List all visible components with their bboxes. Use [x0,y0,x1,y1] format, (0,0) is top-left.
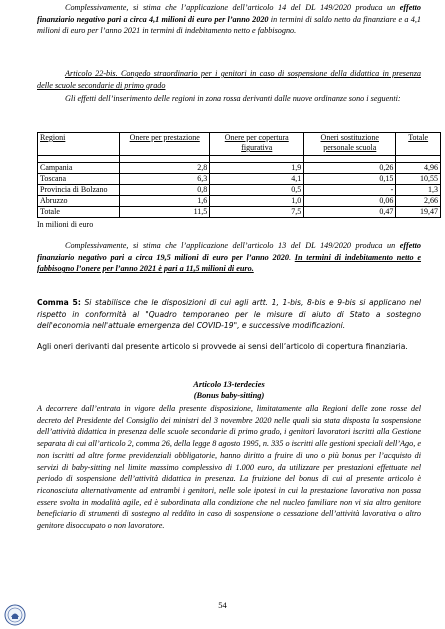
article-13-terdecies-subtitle: (Bonus baby-sitting) [193,391,265,400]
comma-label: Comma 5: [37,298,81,307]
text-span: Si stabilisce che le disposizioni di cui agli artt. 1, 1-bis, 8-bis e 9-bis si applicano nel rispetto in conformità al "Quadro temporaneo per le misure di aiuto di Stato a sostegno dell'economia nell'attuale emergenza del COVID-19", e successive modificazioni. [37,298,421,331]
underlined-title: Articolo 22-bis. Congedo straordinario per i genitori in caso di sospensione della didattica in presenza delle scuole secondarie di primo grado [37,69,421,90]
paragraph-art13-summary [37,240,421,275]
header-oneri-sostituzione: Oneri sostituzione personale scuola [304,133,396,156]
page-number: 54 [218,600,227,610]
header-onere-copertura: Onere per copertura figurativa [210,133,304,156]
paragraph-comma-5 [37,297,421,332]
table-row: Provincia di Bolzano 0,8 0,5 - 1,3 [38,185,441,196]
table-row: Abruzzo 1,6 1,0 0,06 2,66 [38,196,441,207]
table-total-row: Totale 11,5 7,5 0,47 19,47 [38,207,441,218]
paragraph-effects-intro: Gli effetti dell’inserimento delle regioni in zona rossa derivanti dalle nuove ordinanze sono i seguenti: [65,94,401,103]
paragraph-financial-coverage [37,341,421,353]
paragraph-art14-summary [37,2,421,37]
bold-span: effetto finanziario negativo pari a circa 4,1 milioni di euro per l’anno 2020 [37,3,421,24]
text-span: in termini di saldo netto da finanziare e a 4,1 milioni di euro per l’anno 2021 in termini di indebitamento netto e fabbisogno. [37,14,421,36]
table-spacer-row [38,156,441,163]
table-row: Campania 2,8 1,9 0,26 4,96 [38,163,441,174]
seal-logo-icon [4,604,26,626]
article-13-terdecies-heading: Articolo 13-terdecies [193,380,265,389]
regions-cost-table [37,132,441,218]
text-span: . [288,252,295,262]
table-row: Toscana 6,3 4,1 0,15 10,55 [38,174,441,185]
bold-underlined-span: In termini di indebitamento netto e fabbisogno l’onere per l’anno 2021 è pari a 11,5 milioni di euro. [37,252,422,274]
text-span: Complessivamente, si stima che l’applicazione dell’articolo 13 del DL 149/2020 produca un [65,241,400,250]
header-totale: Totale [396,133,441,156]
header-regioni: Regioni [38,133,120,156]
text-span: Complessivamente, si stima che l’applicazione dell’articolo 14 del DL 149/2020 produca un [65,3,400,12]
article-22bis-title [37,68,421,91]
paragraph-bonus-baby-sitting: A decorrere dall’entrata in vigore della presente disposizione, limitatamente alla Regioni delle zone rosse del decreto del Presidente del Consiglio dei ministri del 3 novembre 2020 nelle quali sia stata disposta la sospensione dell’attività didattica in presenza delle scuole secondarie di primo grado, i genitori lavoratori iscritti alla Gestione separata di cui all’articolo 2, comma 26, della legge 8 agosto 1995, n. 335 o iscritti alle gestioni speciali dell’Ago, e non iscritti ad altre forme previdenziali obbligatorie, hanno diritto a fruire di uno o più bonus per l’acquisto di servizi di baby-sitting nel limite massimo complessivo di 1.000 euro, da utilizzare per prestazioni effettuate nel periodo di sospensione dell’attività didattica in presenza. La fruizione del bonus di cui al presente articolo è riconosciuta alternativamente ad entrambi i genitori, nelle sole ipotesi in cui la prestazione lavorativa non possa essere svolta in modalità agile, ed è subordinata alla condizione che nel nucleo familiare non vi sia altro genitore beneficiario di strumenti di sostegno al reddito in caso di sospensione o cessazione dell’attività lavorativa o altro genitore disoccupato o non lavoratore. [37,404,421,531]
table-header-row [38,133,441,156]
table-unit-note: In milioni di euro [37,220,94,229]
text-span: Agli oneri derivanti dal presente articolo si provvede ai sensi dell’articolo di copertura finanziaria. [37,342,408,351]
bold-span: effetto finanziario negativo pari a circa 19,5 milioni di euro per l’anno 2020 [37,241,421,262]
header-onere-prestazione: Onere per prestazione [120,133,210,156]
